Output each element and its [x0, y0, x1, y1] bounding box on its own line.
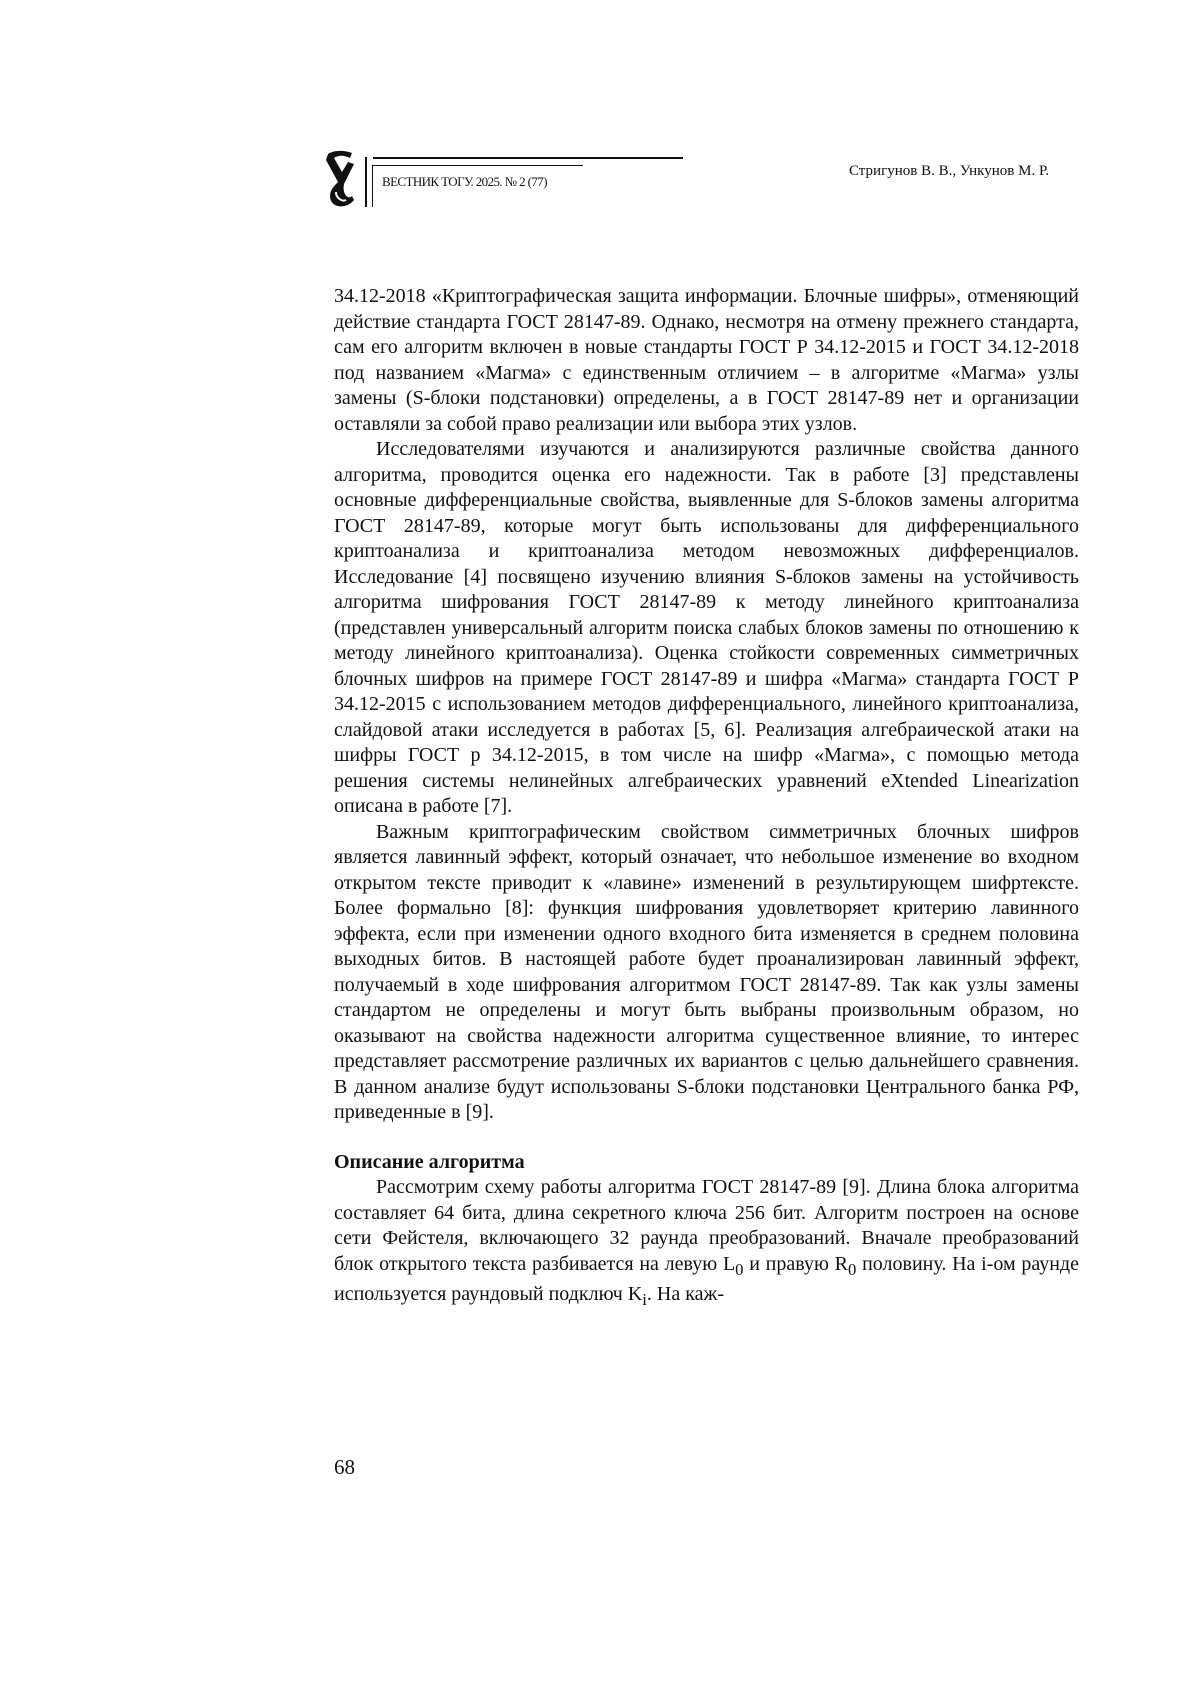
paragraph-2: Исследователями изучаются и анализируются различные свойства данного алгоритма, проводится оценка его надежности. Так в работе [3] представлены основные дифференциальные свойства, выявленные для S-блоков замены алгоритма ГОСТ 28147-89, которые могут быть использованы для дифференциального криптоанализа и криптоанализа методом невозможных дифференциалов. Исследование [4] посвящено изучению влияния S-блоков замены на устойчивость алгоритма шифрования ГОСТ 28147-89 к методу линейного криптоанализа (представлен универсальный алгоритм поиска слабых блоков замены по отношению к методу линейного криптоанализа). Оценка стойкости современных симметричных блочных шифров на примере ГОСТ 28147-89 и шифра «Магма» стандарта ГОСТ Р 34.12-2015 с использованием методов дифференциального, линейного криптоанализа, слайдовой атаки исследуется в работах [5, 6]. Реализация алгебраической атаки на шифры ГОСТ р 34.12-2015, в том числе на шифр «Магма», с помощью метода решения системы нелинейных алгебраических уравнений eXtended Linearization описана в работе [7]. — [334, 438, 1079, 817]
paragraph-3: Важным криптографическим свойством симметричных блочных шифров является лавинный эффект, который означает, что небольшое изменение во входном открытом тексте приводит к «лавине» изменений в результирующем шифртексте. Более формально [8]: функция шифрования удовлетворяет критерию лавинного эффекта, если при изменении одного входного бита изменяется в среднем половина выходных битов. В настоящей работе будет проанализирован лавинный эффект, получаемый в ходе шифрования алгоритмом ГОСТ 28147-89. Так как узлы замены стандартом не определены и могут быть выбраны произвольным образом, но оказывают на свойства надежности алгоритма существенное влияние, то интерес представляет рассмотрение различных их вариантов с целью дальнейшего сравнения. В данном анализе будут использованы S-блоки подстановки Центрального банка РФ, приведенные в [9]. — [334, 820, 1079, 1123]
journal-logo-icon — [322, 150, 356, 210]
article-body — [334, 284, 1079, 1313]
paragraph-1: 34.12-2018 «Криптографическая защита информации. Блочные шифры», отменяющий действие стандарта ГОСТ 28147-89. Однако, несмотря на отмену прежнего стандарта, сам его алгоритм включен в новые стандарты ГОСТ Р 34.12-2015 и ГОСТ 34.12-2018 под названием «Магма» с единственным отличием – в алгоритме «Магма» узлы замены (S-блоки подстановки) определены, а в ГОСТ 28147-89 нет и организации оставляли за собой право реализации или выбора этих узлов. — [334, 285, 1079, 435]
header-rule-mid — [373, 165, 583, 166]
paragraph-4: Рассмотрим схему работы алгоритма ГОСТ 28147-89 [9]. Длина блока алгоритма составляет 64 бита, длина секретного ключа 256 бит. Алгоритм построен на основе сети Фейстеля, включающего 32 раунда преобразований. Вначале преобразований блок открытого текста разбивается на левую $L_0$ и правую $R_0$ половину. На i-ом раунде используется раундовый подключ $K_i$. На каж- — [334, 1176, 1079, 1309]
section-heading: Описание алгоритма — [334, 1150, 525, 1173]
page-header — [0, 0, 1200, 230]
header-rule-top — [373, 157, 683, 159]
header-rule-vertical-thin — [372, 165, 373, 207]
running-authors: Стригунов В. В., Ункунов М. Р. — [849, 163, 1050, 179]
page-number: 68 — [334, 1455, 355, 1479]
header-rule-vertical — [365, 157, 367, 207]
journal-title: ВЕСТНИК ТОГУ. 2025. № 2 (77) — [382, 174, 547, 189]
